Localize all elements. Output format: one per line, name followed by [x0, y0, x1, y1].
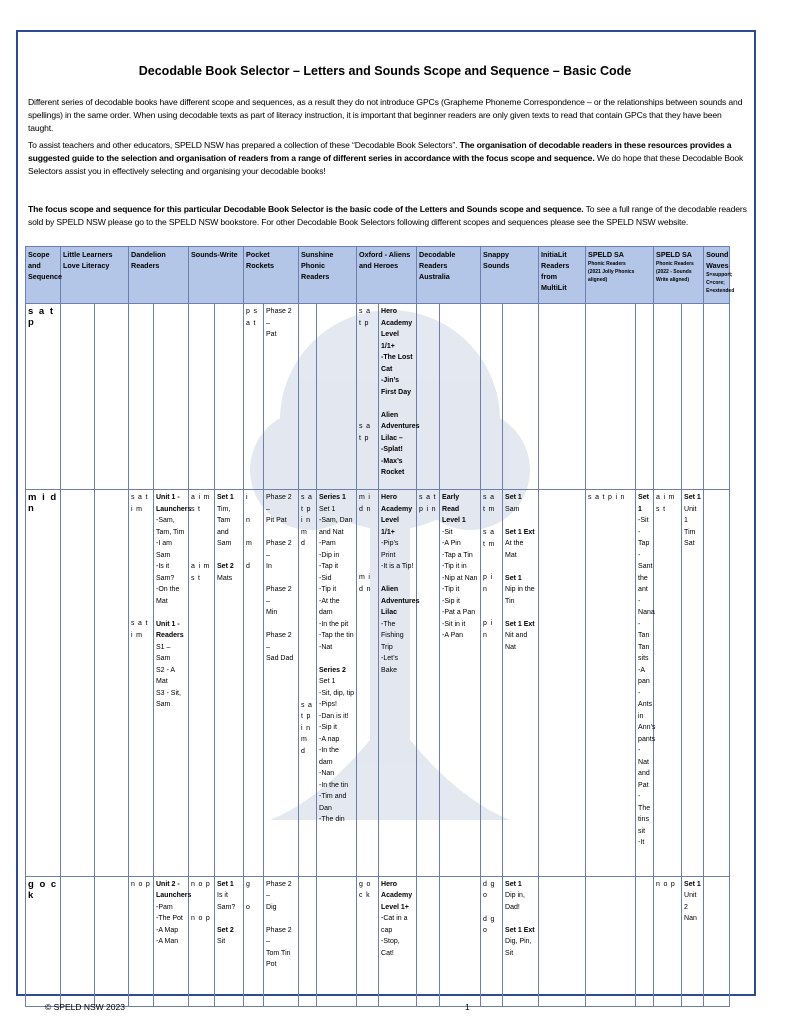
- speld-2022-graphemes: n o p: [654, 876, 682, 1006]
- dandelion-titles: Unit 1 - Launchers -Sam, Tam, Tim -I am Sam -Is it Sam? -On the Mat Unit 1 - Readers S1 – Sam S2 - A Mat S3 - Sit, Sam: [154, 490, 189, 877]
- pocket-titles: Phase 2 – Pat: [264, 304, 299, 490]
- book-selector-table: [25, 246, 789, 1007]
- table-row-midn: [26, 490, 789, 877]
- pocket-titles: Phase 2 – Pit Pat Phase 2 – In Phase 2 – Min Phase 2 – Sad Dad: [264, 490, 299, 877]
- table-row-gock: [26, 876, 789, 1006]
- pocket-graphemes: g o: [244, 876, 264, 1006]
- speld-2022-titles: Set 1 Unit 1 Tim Sat: [682, 490, 704, 877]
- oxford-graphemes: m i d n m i d n: [357, 490, 379, 877]
- table-row-satp: [26, 304, 789, 490]
- header-pocket-rockets: Pocket Rockets: [244, 247, 299, 304]
- sounds-write-graphemes: n o p n o p: [189, 876, 215, 1006]
- header-little-learners: Little Learners Love Literacy: [61, 247, 129, 304]
- oxford-titles: Hero Academy Level 1+ -Cat in a cap -Stop, Cat!: [379, 876, 417, 1006]
- page-title: Decodable Book Selector – Letters and Sounds Scope and Sequence – Basic Code: [138, 64, 632, 78]
- scope-cell: s a t p: [26, 304, 61, 490]
- dra-titles: Early Read Level 1 -Sit -A Pin -Tap a Tin -Tip it in -Nip at Nan -Tip it -Sip it -Pat a Pan -Sit in it -A Pan: [440, 490, 481, 877]
- oxford-titles: Hero Academy Level 1/1+ -Pip’s Print -It is a Tip! Alien Adventures Lilac -The Fishing Trip -Let’s Bake: [379, 490, 417, 877]
- sounds-write-titles: Set 1 Is it Sam? Set 2 Sit: [215, 876, 244, 1006]
- sunshine-graphemes: s a t p i n m d s a t p i n m d: [299, 490, 317, 877]
- dandelion-graphemes: s a t i m s a t i m: [129, 490, 154, 877]
- speld-2021-graphemes: s a t p i n: [586, 490, 636, 877]
- intro-paragraph-1: Different series of decodable books have different scope and sequences, as a result they do not introduce GPCs (Grapheme Phoneme Correspondence – or the relationships between sounds and spellings) in the same order. When using decodable texts as part of literacy instruction, it is important that beginner readers are only given texts to read that contain GPCs that they have been taught.: [28, 97, 743, 133]
- header-decodable-readers-australia: Decodable Readers Australia: [417, 247, 481, 304]
- header-snappy-sounds: Snappy Sounds: [481, 247, 539, 304]
- sunshine-titles: Series 1 Set 1 -Sam, Dan and Nat -Pam -Dip in -Tap it -Sid -Tip it -At the dam -In the pit -Tap the tin -Nat Series 2 Set 1 -Sit, dip, tip -Pips! -Dan is it! -Sip it -A nap -In the dam -Nan -In the tin -Tim and Dan -The din: [317, 490, 357, 877]
- page-number: 1: [465, 1002, 470, 1012]
- snappy-graphemes: d g o d g o: [481, 876, 503, 1006]
- header-oxford: Oxford - Aliens and Heroes: [357, 247, 417, 304]
- header-sounds-write: Sounds-Write: [189, 247, 244, 304]
- intro-paragraph-3: The focus scope and sequence for this particular Decodable Book Selector is the basic code of the Letters and Sounds scope and sequence. To see a full range of the decodable readers sold by SPELD NSW please go to the SPELD NSW bookstore. For other Decodable Book Selectors following different scopes and sequences please see the SPELD NSW website.: [28, 204, 747, 227]
- oxford-graphemes: s a t p s a t p: [357, 304, 379, 490]
- header-initialit: InitiaLit Readers from MultiLit: [539, 247, 586, 304]
- scope-cell: g o c k: [26, 876, 61, 1006]
- pocket-titles: Phase 2 – Dig Phase 2 – Tom Tin Pot: [264, 876, 299, 1006]
- dandelion-titles: Unit 2 - Launchers -Pam -The Pot -A Map -A Man: [154, 876, 189, 1006]
- header-scope: Scope and Sequence: [26, 247, 61, 304]
- scope-cell: m i d n: [26, 490, 61, 877]
- header-dandelion: Dandelion Readers: [129, 247, 189, 304]
- speld-2022-titles: Set 1 Unit 2 Nan: [682, 876, 704, 1006]
- pocket-graphemes: p s a t: [244, 304, 264, 490]
- snappy-graphemes: s a t m s a t m p i n p i n: [481, 490, 503, 877]
- header-speld-sa-2022: SPELD SA Phonic Readers (2022 - Sounds Write aligned): [654, 247, 704, 304]
- sounds-write-graphemes: a i m s t a i m s t: [189, 490, 215, 877]
- copyright-footer: © SPELD NSW 2023: [45, 1002, 125, 1012]
- pocket-graphemes: i n m d: [244, 490, 264, 877]
- header-sound-waves: Sound Waves S=support; C=core; E=extended: [704, 247, 730, 304]
- sounds-write-titles: Set 1 Tim, Tam and Sam Set 2 Mats: [215, 490, 244, 877]
- dra-graphemes: s a t p i n: [417, 490, 440, 877]
- oxford-titles: Hero Academy Level 1/1+ -The Lost Cat -Jin’s First Day Alien Adventures Lilac – -Splat! -Max’s Rocket: [379, 304, 417, 490]
- header-sunshine: Sunshine Phonic Readers: [299, 247, 357, 304]
- speld-2022-graphemes: a i m s t: [654, 490, 682, 877]
- dandelion-graphemes: n o p: [129, 876, 154, 1006]
- oxford-graphemes: g o c k: [357, 876, 379, 1006]
- header-speld-sa-2021: SPELD SA Phonic Readers (2021 Jolly Phonics aligned): [586, 247, 654, 304]
- snappy-titles: Set 1 Sam Set 1 Ext At the Mat Set 1 Nip in the Tin Set 1 Ext Nit and Nat: [503, 490, 539, 877]
- intro-paragraph-2: To assist teachers and other educators, SPELD NSW has prepared a collection of these “Decodable Book Selectors”. The organisation of decodable readers in these resources provides a suggested guide to the selection and organisation of readers from a range of different series in accordance with the focus scope and sequence. We do hope that these Decodable Book Selectors assist you in effectively selecting and organising your decodable books!: [28, 140, 744, 176]
- speld-2021-titles: Set 1 -Sit -Tap -Sant the ant -Nana -Tan Tan sits -A pan -Ants in Ann’s pants -Nat and Pat -The tins sit -It: [636, 490, 654, 877]
- snappy-titles: Set 1 Dip in, Dad! Set 1 Ext Dig, Pin, Sit: [503, 876, 539, 1006]
